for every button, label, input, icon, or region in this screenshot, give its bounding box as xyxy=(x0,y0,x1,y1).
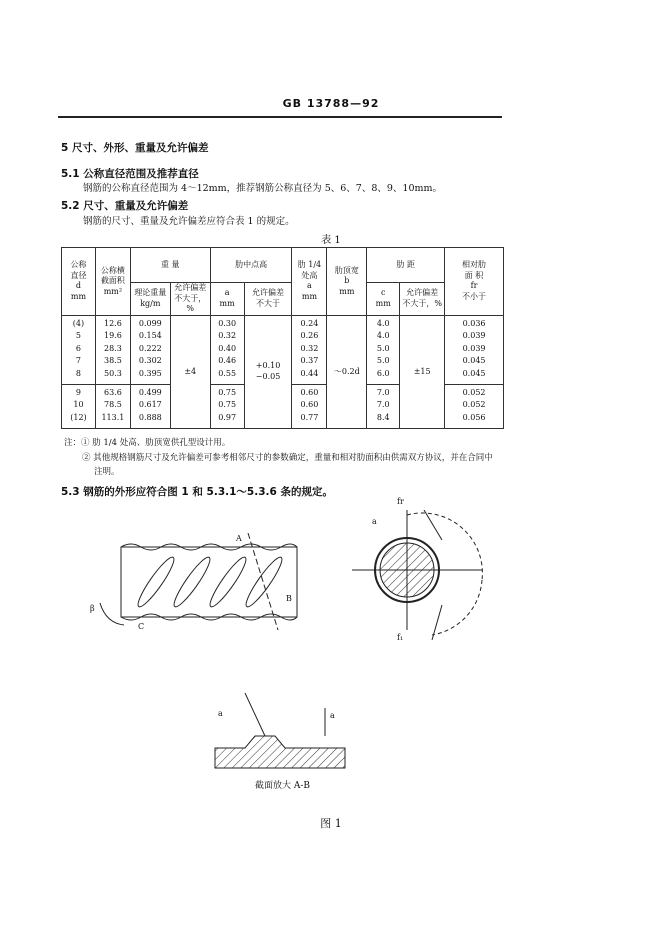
header-nominal-diameter: 公称 直径 d mm xyxy=(62,248,96,316)
header-rib-spacing-tol: 允许偏差 不大于，% xyxy=(400,283,445,316)
label-B: B xyxy=(286,594,292,603)
cell-weight-tol: ±4 xyxy=(170,315,210,428)
header-rule xyxy=(58,116,502,118)
cell-c-block-b: 7.0 7.0 8.4 xyxy=(367,384,400,428)
section-5-3-text: 5.3 钢筋的外形应符合图 1 和 5.3.1～5.3.6 条的规定。 xyxy=(61,486,333,498)
cell-fr-block-b: 0.052 0.052 0.056 xyxy=(445,384,504,428)
enlarged-caption: 截面放大 A-B xyxy=(255,781,311,791)
label-section-a: a xyxy=(372,517,377,526)
header-weight: 重 量 xyxy=(130,248,210,283)
cell-c-block-a: 4.0 4.0 5.0 5.0 6.0 xyxy=(367,315,400,384)
section-5-2-text: 钢筋的尺寸、重量及允许偏差应符合表 1 的规定。 xyxy=(83,216,295,227)
label-C: C xyxy=(138,622,145,631)
rebar-ribs xyxy=(134,554,286,610)
cell-rib-top-width: ～0.2d xyxy=(327,315,367,428)
cell-weight-block-a: 0.099 0.154 0.222 0.302 0.395 xyxy=(130,315,170,384)
table-caption: 表 1 xyxy=(321,235,341,246)
label-A: A xyxy=(236,534,242,543)
cell-a14-block-a: 0.24 0.26 0.32 0.37 0.44 xyxy=(292,315,327,384)
cell-fr-block-a: 0.036 0.039 0.039 0.045 0.045 xyxy=(445,315,504,384)
cell-area-block-b: 63.6 78.5 113.1 xyxy=(95,384,130,428)
cell-weight-block-b: 0.499 0.617 0.888 xyxy=(130,384,170,428)
standard-number: GB 13788—92 xyxy=(282,97,380,110)
label-enlarged-a: a xyxy=(218,709,223,718)
header-relative-area: 相对肋 面 积 fr 不小于 xyxy=(445,248,504,316)
header-rib-height-tol: 允许偏差 不大于 xyxy=(244,283,292,316)
rebar-enlarged-section xyxy=(210,688,350,793)
note-1: 注：① 肋 1/4 处高、肋顶宽供孔型设计用。 xyxy=(64,438,231,448)
header-rib-spacing: 肋 距 xyxy=(367,248,445,283)
label-f1: f₁ xyxy=(397,633,404,642)
section-5-1-title: 5.1 公称直径范围及推荐直径 xyxy=(61,168,199,180)
cell-area-block-a: 12.6 19.6 28.3 38.5 50.3 xyxy=(95,315,130,384)
header-rib-height-a: a mm xyxy=(210,283,244,316)
header-weight-tol: 允许偏差 不大于，% xyxy=(170,283,210,316)
label-fr: fr xyxy=(397,497,404,506)
cell-a14-block-b: 0.60 0.60 0.77 xyxy=(292,384,327,428)
label-beta: β xyxy=(90,604,95,613)
rebar-cross-section xyxy=(332,490,502,660)
header-rib-top-width: 肋顶宽 b mm xyxy=(327,248,367,316)
rebar-side-view xyxy=(88,525,313,635)
header-weight-theory: 理论重量 kg/m xyxy=(130,283,170,316)
cell-d-block-b: 9 10 (12) xyxy=(62,384,96,428)
cell-rib-height-tol: +0.10 −0.05 xyxy=(244,315,292,428)
cell-a-block-a: 0.30 0.32 0.40 0.46 0.55 xyxy=(210,315,244,384)
table-block-a xyxy=(62,315,504,384)
spec-table xyxy=(61,247,504,429)
header-rib-spacing-c: c mm xyxy=(367,283,400,316)
enlarged-profile xyxy=(215,736,345,768)
header-quarter-height: 肋 1/4 处高 a mm xyxy=(292,248,327,316)
cell-d-block-a: (4) 5 6 7 8 xyxy=(62,315,96,384)
section-5-2-title: 5.2 尺寸、重量及允许偏差 xyxy=(61,200,189,212)
section-5-title: 5 尺寸、外形、重量及允许偏差 xyxy=(61,142,209,154)
header-rib-height: 肋中点高 xyxy=(210,248,292,283)
note-2-cont: 注明。 xyxy=(94,467,120,477)
note-2: ② 其他规格钢筋尺寸及允许偏差可参考相邻尺寸的参数确定，重量和相对肋面积由供需双方协议，并在合同中 xyxy=(82,453,493,463)
cell-rib-spacing-tol: ±15 xyxy=(400,315,445,428)
label-enlarged-a2: a xyxy=(330,711,335,720)
section-5-1-text: 钢筋的公称直径范围为 4～12mm，推荐钢筋公称直径为 5、6、7、8、9、10mm。 xyxy=(83,183,443,194)
header-area: 公称横 截面积 mm² xyxy=(95,248,130,316)
figure-title: 图 1 xyxy=(320,817,342,830)
cell-a-block-b: 0.75 0.75 0.97 xyxy=(210,384,244,428)
